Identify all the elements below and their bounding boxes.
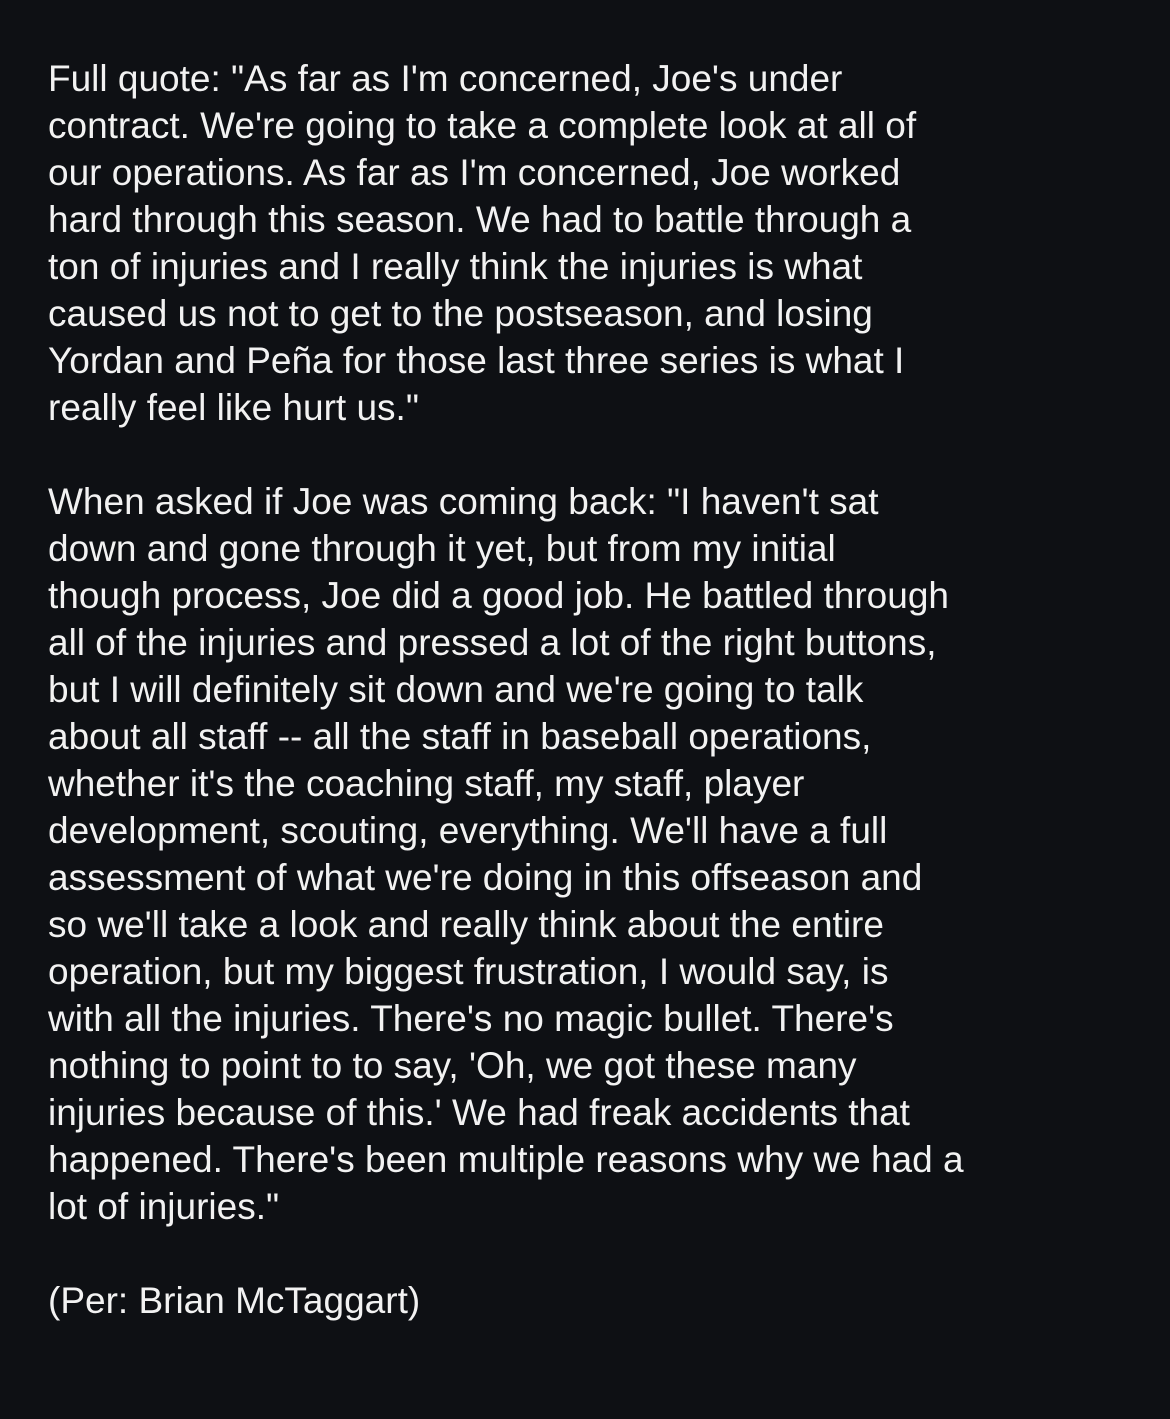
text-line: about all staff -- all the staff in baseball operations,	[48, 716, 872, 757]
text-line: lot of injuries."	[48, 1186, 280, 1227]
text-line: so we'll take a look and really think about the entire	[48, 904, 884, 945]
full-quote-paragraph	[48, 55, 1128, 431]
text-line: really feel like hurt us."	[48, 387, 419, 428]
text-line: ton of injuries and I really think the injuries is what	[48, 246, 863, 287]
text-line: caused us not to get to the postseason, and losing	[48, 293, 873, 334]
attribution-line: (Per: Brian McTaggart)	[48, 1280, 421, 1321]
text-line: injuries because of this.' We had freak accidents that	[48, 1092, 910, 1133]
text-line: assessment of what we're doing in this offseason and	[48, 857, 923, 898]
text-line: nothing to point to to say, 'Oh, we got these many	[48, 1045, 857, 1086]
text-line: though process, Joe did a good job. He battled through	[48, 575, 949, 616]
text-line: When asked if Joe was coming back: "I haven't sat	[48, 481, 879, 522]
text-line: development, scouting, everything. We'll have a full	[48, 810, 888, 851]
text-line: Full quote: "As far as I'm concerned, Joe's under	[48, 58, 843, 99]
text-line: happened. There's been multiple reasons why we had a	[48, 1139, 964, 1180]
text-line: operation, but my biggest frustration, I would say, is	[48, 951, 889, 992]
text-line: all of the injuries and pressed a lot of the right buttons,	[48, 622, 937, 663]
text-line: whether it's the coaching staff, my staff, player	[48, 763, 805, 804]
text-line: but I will definitely sit down and we're going to talk	[48, 669, 864, 710]
text-line: with all the injuries. There's no magic bullet. There's	[48, 998, 894, 1039]
text-line: hard through this season. We had to battle through a	[48, 199, 912, 240]
attribution-paragraph	[48, 1277, 1128, 1324]
text-line: our operations. As far as I'm concerned, Joe worked	[48, 152, 901, 193]
note-text	[48, 55, 1128, 1324]
text-line: Yordan and Peña for those last three series is what I	[48, 340, 905, 381]
text-line: contract. We're going to take a complete look at all of	[48, 105, 917, 146]
coming-back-quote-paragraph	[48, 478, 1128, 1230]
text-line: down and gone through it yet, but from my initial	[48, 528, 836, 569]
